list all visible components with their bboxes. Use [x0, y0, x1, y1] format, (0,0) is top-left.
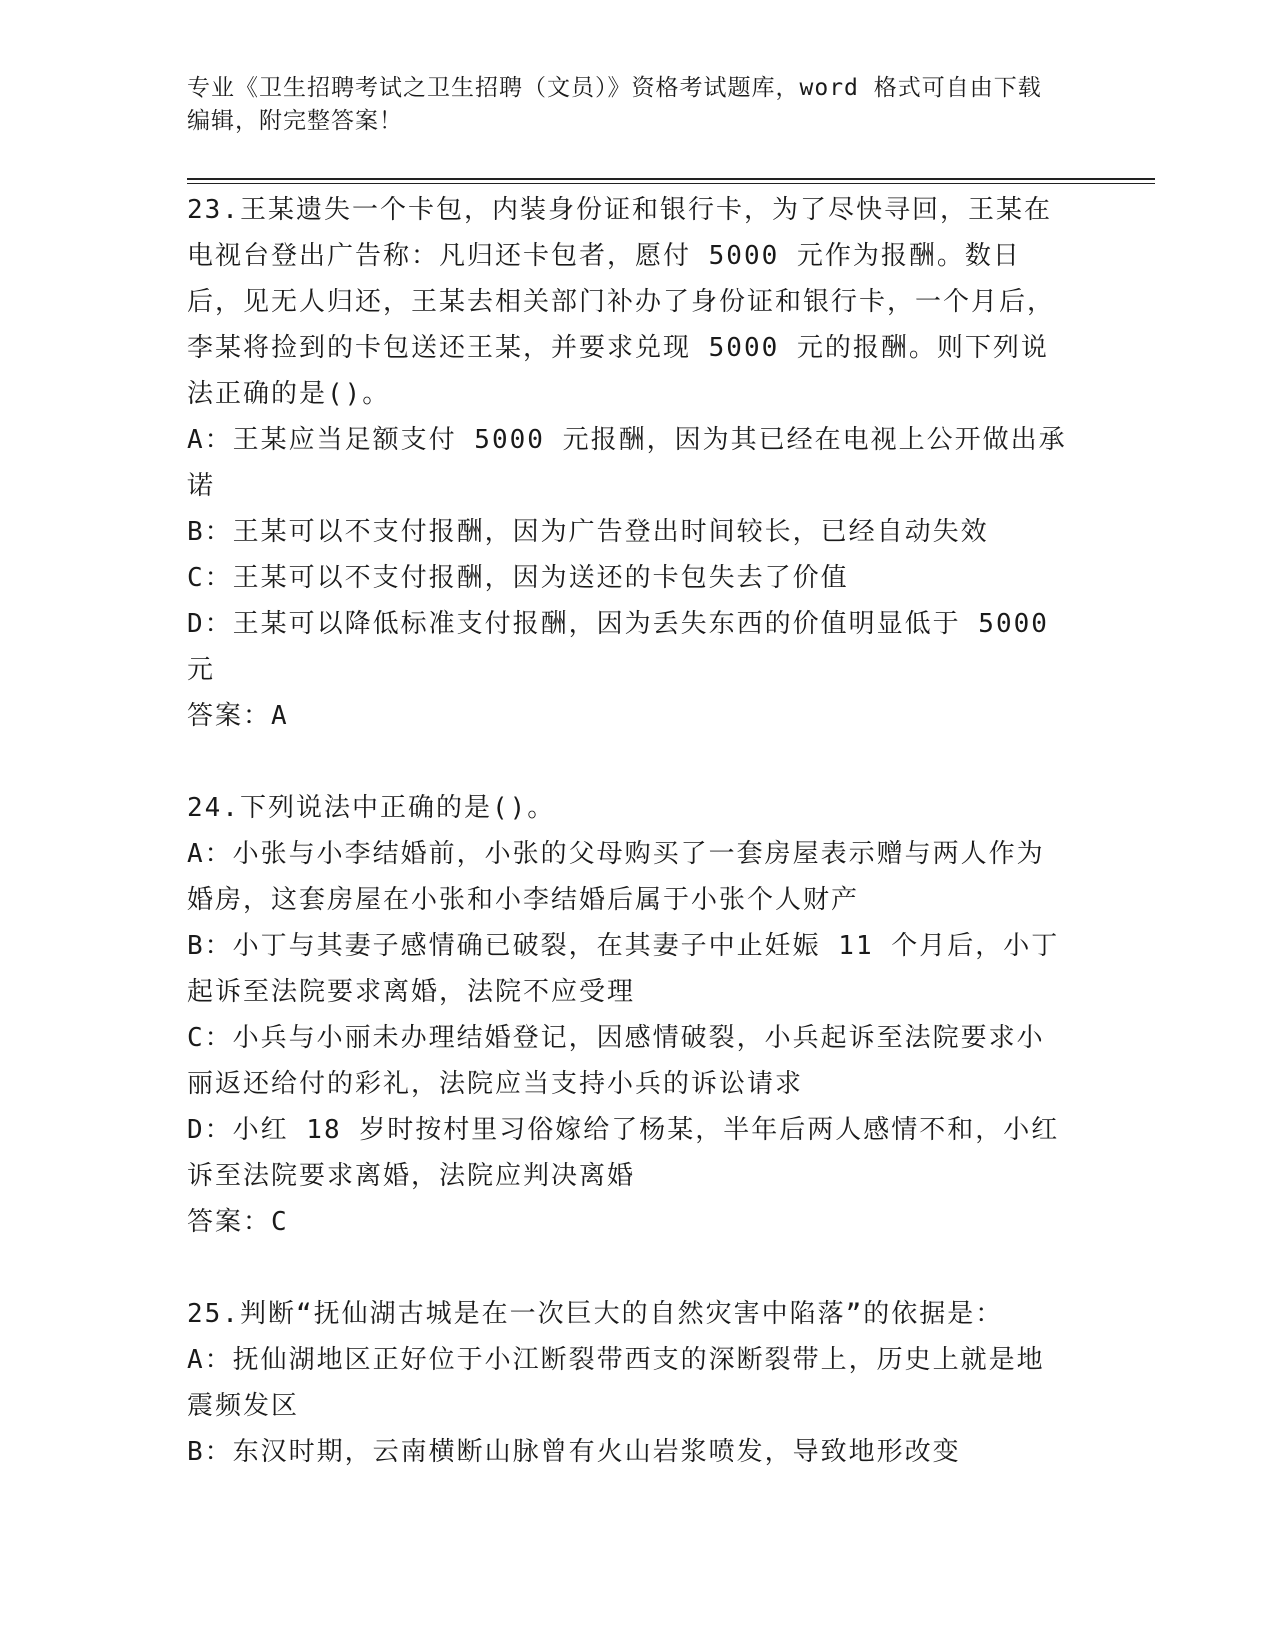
header-divider-thick: [187, 178, 1155, 180]
header-divider-thin: [187, 183, 1155, 184]
answer-line: [187, 1199, 1067, 1245]
option-b: B：王某可以不支付报酬，因为广告登出时间较长，已经自动失效: [187, 517, 989, 547]
option-c: C：王某可以不支付报酬，因为送还的卡包失去了价值: [187, 563, 849, 593]
question-24: [187, 785, 1067, 1245]
header-line-2: 编辑，附完整答案！: [187, 108, 403, 134]
question-25: [187, 1291, 1067, 1475]
question-list: [187, 187, 1067, 1521]
option-d: D：王某可以降低标准支付报酬，因为丢失东西的价值明显低于 5000 元: [187, 609, 1067, 685]
document-header: [187, 72, 1067, 138]
answer-label: 答案：: [187, 701, 272, 731]
question-text: 25.判断“抚仙湖古城是在一次巨大的自然灾害中陷落”的依据是：: [187, 1299, 1004, 1329]
answer-label: 答案：: [187, 1207, 272, 1237]
option-a: A：抚仙湖地区正好位于小江断裂带西支的深断裂带上，历史上就是地震频发区: [187, 1345, 1045, 1421]
answer-line: [187, 693, 1067, 739]
header-line-1: 专业《卫生招聘考试之卫生招聘（文员）》资格考试题库，word 格式可自由下载: [187, 75, 1042, 101]
option-b: B：小丁与其妻子感情确已破裂，在其妻子中止妊娠 11 个月后，小丁起诉至法院要求离婚，法院不应受理: [187, 931, 1060, 1007]
option-b: B：东汉时期，云南横断山脉曾有火山岩浆喷发，导致地形改变: [187, 1437, 961, 1467]
option-a: A：王某应当足额支付 5000 元报酬，因为其已经在电视上公开做出承诺: [187, 425, 1067, 501]
option-c: C：小兵与小丽未办理结婚登记，因感情破裂，小兵起诉至法院要求小丽返还给付的彩礼，法院应当支持小兵的诉讼请求: [187, 1023, 1045, 1099]
question-23: [187, 187, 1067, 739]
answer-value: A: [271, 701, 289, 731]
option-a: A：小张与小李结婚前，小张的父母购买了一套房屋表示赠与两人作为婚房，这套房屋在小张和小李结婚后属于小张个人财产: [187, 839, 1045, 915]
option-d: D：小红 18 岁时按村里习俗嫁给了杨某，半年后两人感情不和，小红诉至法院要求离婚，法院应判决离婚: [187, 1115, 1060, 1191]
question-text: 23.王某遗失一个卡包，内装身份证和银行卡，为了尽快寻回，王某在电视台登出广告称：凡归还卡包者，愿付 5000 元作为报酬。数日后，见无人归还，王某去相关部门补办了身份证和银行卡，一个月后，李某将捡到的卡包送还王某，并要求兑现 5000 元的报酬。则下列说法正确的是()。: [187, 195, 1056, 409]
question-text: 24.下列说法中正确的是()。: [187, 793, 556, 823]
answer-value: C: [271, 1207, 289, 1237]
